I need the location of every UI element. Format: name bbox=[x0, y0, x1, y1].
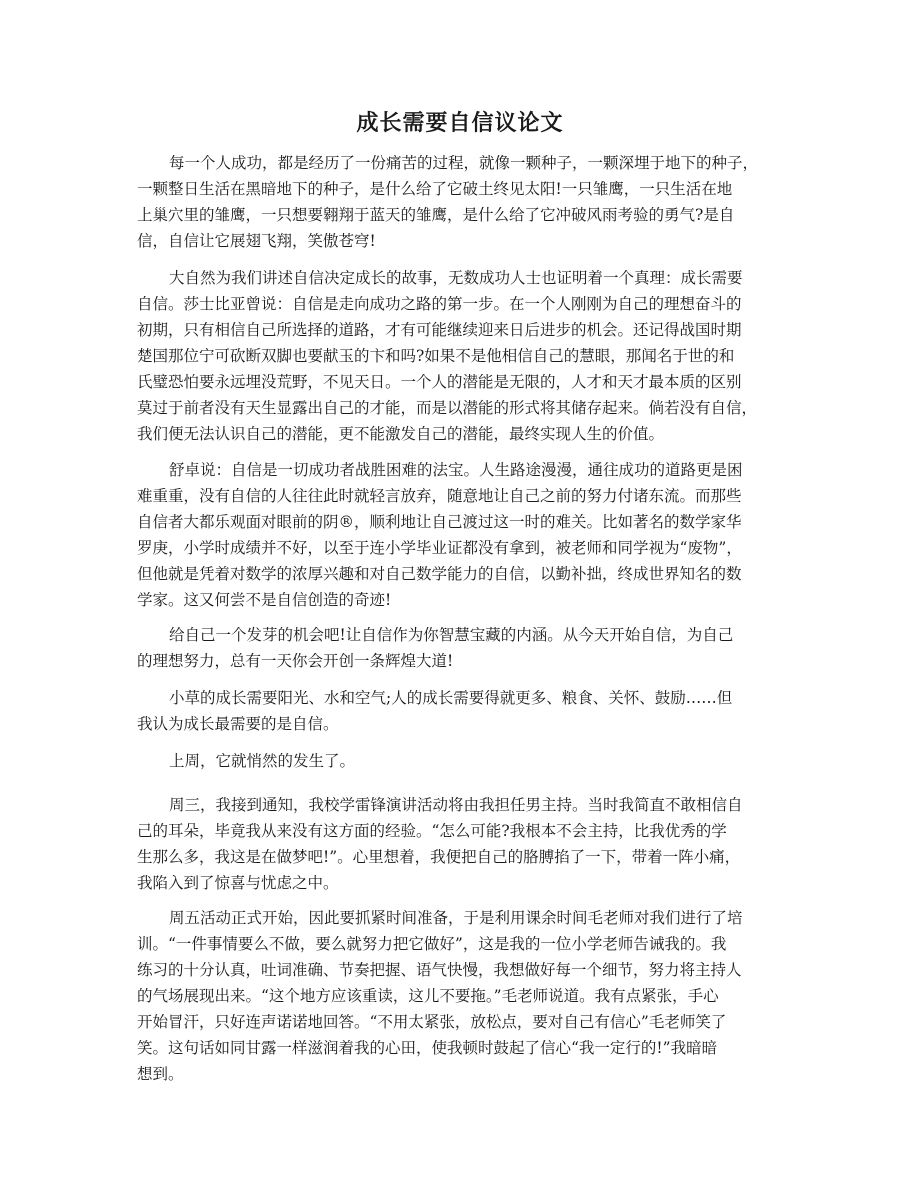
document-title: 成长需要自信议论文 bbox=[356, 110, 564, 136]
paragraph-line: 我陷入到了惊喜与忧虑之中。 bbox=[137, 874, 339, 892]
paragraph-line: 开始冒汗，只好连声诺诺地回答。“不用太紧张，放松点，要对自己有信心”毛老师笑了 bbox=[137, 1013, 727, 1031]
paragraph-2 bbox=[137, 265, 797, 447]
paragraph-line: 我们便无法认识自己的潜能，更不能激发自己的潜能，最终实现人生的价值。 bbox=[137, 425, 665, 443]
paragraph-line: 的气场展现出来。“这个地方应该重读，这儿不要拖。”毛老师说道。我有点紧张，手心 bbox=[137, 987, 719, 1005]
paragraph-line: 小草的成长需要阳光、水和空气;人的成长需要得就更多、粮食、关怀、鼓励……但 bbox=[169, 689, 733, 707]
paragraph-line: 练习的十分认真，吐词准确、节奏把握、语气快慢，我想做好每一个细节，努力将主持人 bbox=[137, 961, 742, 979]
paragraph-line: 周三，我接到通知，我校学雷锋演讲活动将由我担任男主持。当时我简直不敢相信自 bbox=[169, 796, 743, 814]
paragraph-line: 自信。莎士比亚曾说：自信是走向成功之路的第一步。在一个人刚刚为自己的理想奋斗的 bbox=[137, 295, 742, 313]
paragraph-line: 罗庚，小学时成绩并不好，以至于连小学毕业证都没有拿到，被老师和同学视为“废物”， bbox=[137, 539, 742, 557]
paragraph-line: 舒卓说：自信是一切成功者战胜困难的法宝。人生路途漫漫，通往成功的道路更是困 bbox=[169, 461, 743, 479]
paragraph-8 bbox=[137, 905, 797, 1087]
paragraph-line: 难重重，没有自信的人往往此时就轻言放弃，随意地让自己之前的努力付诸东流。而那些 bbox=[137, 487, 742, 505]
paragraph-line: 我认为成长最需要的是自信。 bbox=[137, 715, 339, 733]
paragraph-line: 但他就是凭着对数学的浓厚兴趣和对自己数学能力的自信，以勤补拙，终成世界知名的数 bbox=[137, 565, 742, 583]
paragraph-line: 的理想努力，总有一天你会开创一条辉煌大道! bbox=[137, 652, 454, 670]
paragraph-line: 生那么多，我这是在做梦吧!”。心里想着，我便把自己的胳膊掐了一下，带着一阵小痛， bbox=[137, 848, 741, 866]
paragraph-line: 初期，只有相信自己所选择的道路，才有可能继续迎来日后进步的机会。还记得战国时期 bbox=[137, 321, 742, 339]
paragraph-line: 学家。这又何尝不是自信创造的奇迹! bbox=[137, 591, 392, 609]
paragraph-line: 一颗整日生活在黑暗地下的种子，是什么给了它破土终见太阳!一只雏鹰，一只生活在地 bbox=[137, 180, 733, 198]
paragraph-6 bbox=[137, 748, 797, 774]
paragraph-7 bbox=[137, 792, 797, 896]
paragraph-line: 每一个人成功，都是经历了一份痛苦的过程，就像一颗种子，一颗深埋于地下的种子， bbox=[169, 154, 759, 172]
paragraph-1 bbox=[137, 150, 797, 254]
paragraph-3 bbox=[137, 457, 797, 613]
paragraph-5 bbox=[137, 685, 797, 737]
paragraph-line: 上巢穴里的雏鹰，一只想要翱翔于蓝天的雏鹰，是什么给了它冲破风雨考验的勇气?是自 bbox=[137, 206, 735, 224]
paragraph-line: 想到。 bbox=[137, 1065, 184, 1083]
paragraph-line: 笑。这句话如同甘露一样滋润着我的心田，使我顿时鼓起了信心“我一定行的!”我暗暗 bbox=[137, 1039, 718, 1057]
paragraph-line: 周五活动正式开始，因此要抓紧时间准备，于是利用课余时间毛老师对我们进行了培 bbox=[169, 909, 743, 927]
paragraph-line: 训。“一件事情要么不做，要么就努力把它做好”，这是我的一位小学老师告诫我的。我 bbox=[137, 935, 727, 953]
paragraph-line: 信，自信让它展翅飞翔，笑傲苍穹! bbox=[137, 232, 376, 250]
paragraph-line: 己的耳朵，毕竟我从来没有这方面的经验。“怎么可能?我根本不会主持，比我优秀的学 bbox=[137, 822, 727, 840]
paragraph-line: 给自己一个发芽的机会吧!让自信作为你智慧宝藏的内涵。从今天开始自信，为自己 bbox=[169, 626, 734, 644]
paragraph-line: 自信者大都乐观面对眼前的阴®，顺利地让自己渡过这一时的难关。比如著名的数学家华 bbox=[137, 513, 742, 531]
paragraph-line: 氏璧恐怕要永远埋没荒野，不见天日。一个人的潜能是无限的，人才和天才最本质的区别 bbox=[137, 373, 742, 391]
paragraph-4 bbox=[137, 622, 797, 674]
paragraph-line: 上周，它就悄然的发生了。 bbox=[169, 752, 356, 770]
paragraph-line: 大自然为我们讲述自信决定成长的故事，无数成功人士也证明着一个真理：成长需要 bbox=[169, 269, 743, 287]
paragraph-line: 莫过于前者没有天生显露出自己的才能，而是以潜能的形式将其储存起来。倘若没有自信， bbox=[137, 399, 758, 417]
paragraph-line: 楚国那位宁可砍断双脚也要献玉的卞和吗?如果不是他相信自己的慧眼，那闻名于世的和 bbox=[137, 347, 735, 365]
